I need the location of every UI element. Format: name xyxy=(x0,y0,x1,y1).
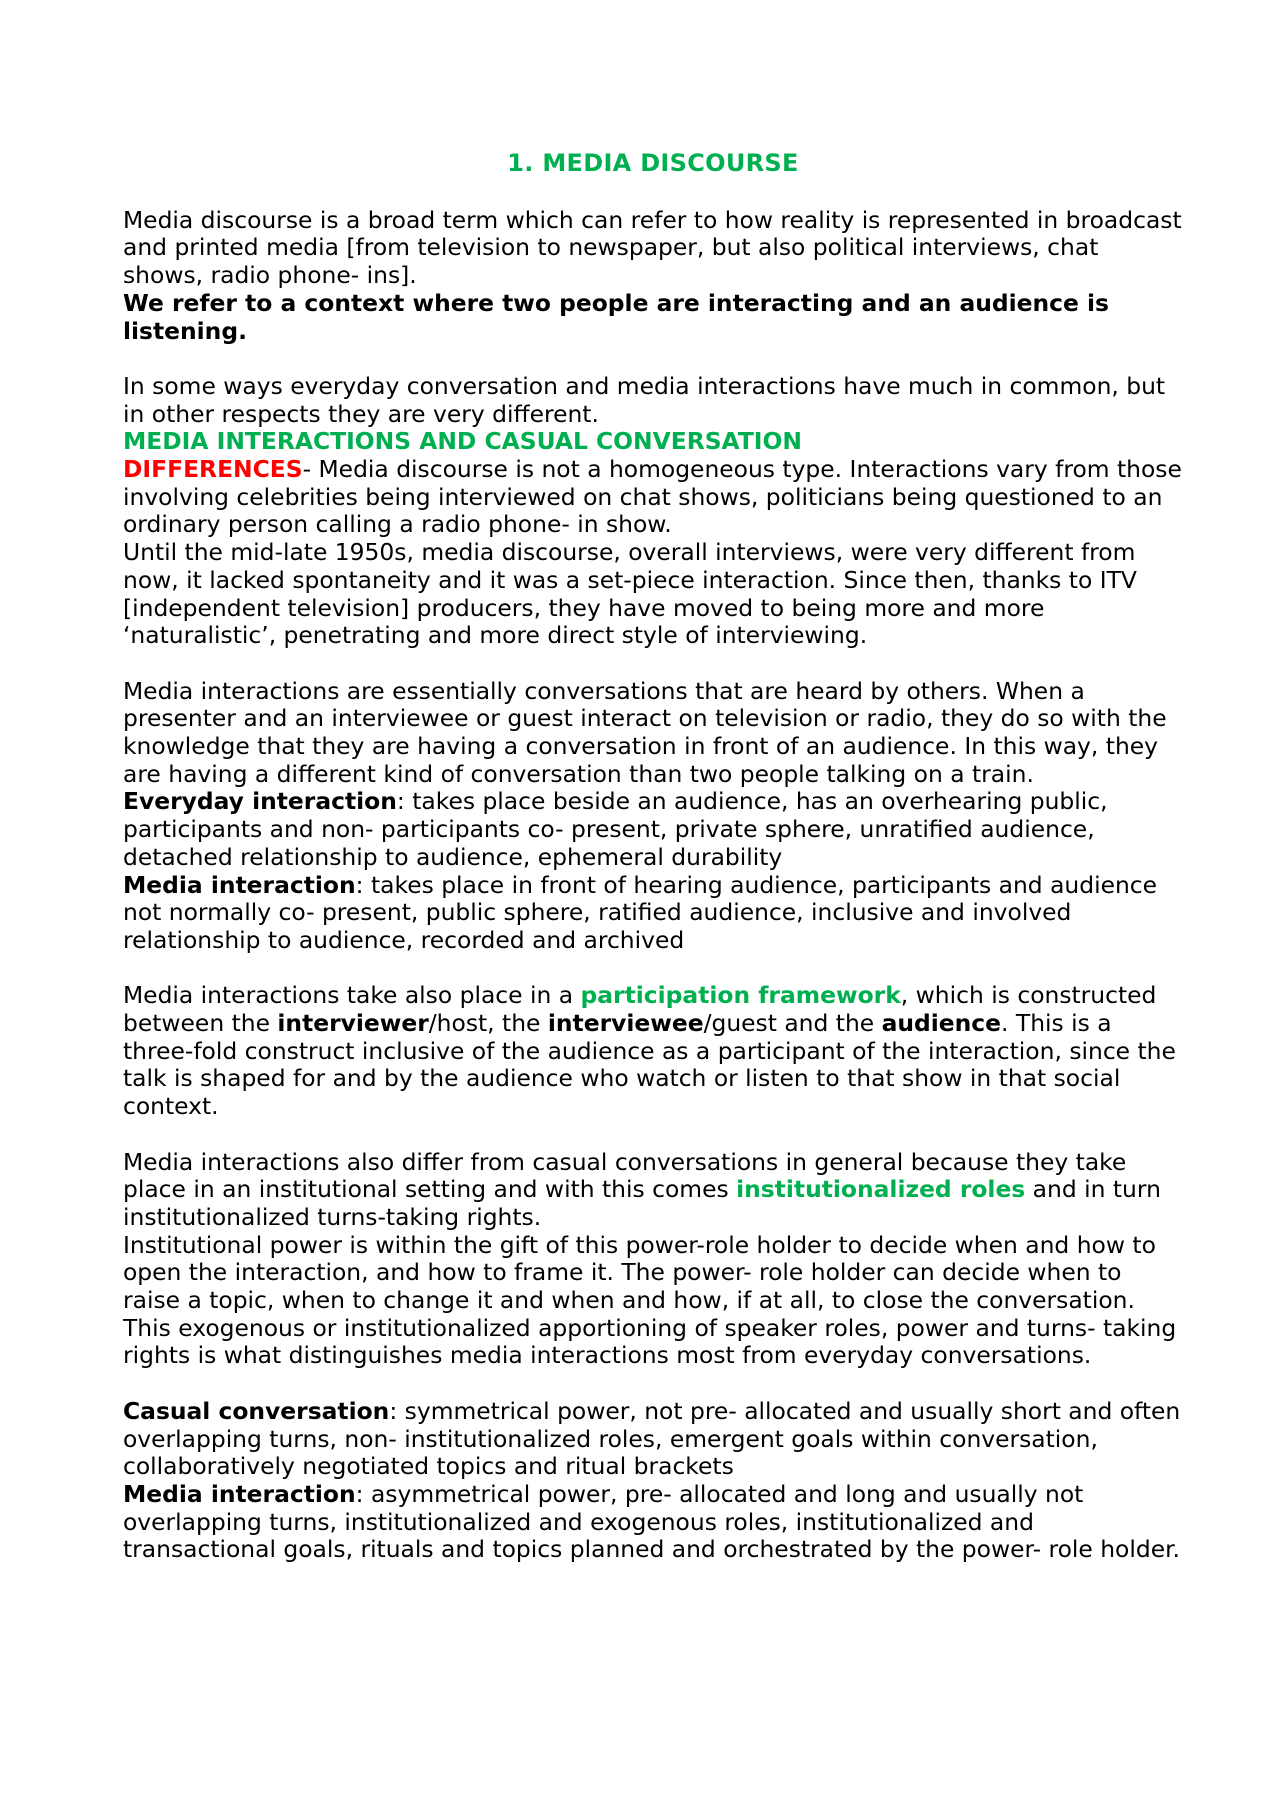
differences-paragraph xyxy=(123,456,1183,539)
document-title: 1. MEDIA DISCOURSE xyxy=(507,149,799,177)
institutional-text-2: and in turn institutionalized turns-taking rights. xyxy=(123,1175,1161,1231)
institutional-power-paragraph: Institutional power is within the gift of this power-role holder to decide when and how to open the interaction, and how to frame it. The power- role holder can decide when to raise a topic, when to change it and when and how, if at all, to close the conversation. This exogenous or institutionalized apportioning of speaker roles, power and turns- taking rights is what distinguishes media interactions most from everyday conversations. xyxy=(123,1230,1177,1370)
history-paragraph: Until the mid-late 1950s, media discourse, overall interviews, were very different from now, it lacked spontaneity and it was a set-piece interaction. Since then, thanks to ITV [independent television] producers, they have moved to being more and more ‘naturalistic’, penetrating and more direct style of interviewing. xyxy=(123,538,1137,650)
media-interaction-summary-text: : asymmetrical power, pre- allocated and long and usually not overlapping turns, institutionalized and exogenous roles, institutionalized and transactional goals, rituals and topics planned and orchestrated by the power- role holder. xyxy=(123,1479,1180,1564)
institutional-text-1: Media interactions also differ from casual conversations in general because they take place in an institutional setting and with this comes xyxy=(123,1147,1127,1204)
framework-text-4: /guest and the xyxy=(703,1009,882,1038)
casual-conversation-label: Casual conversation xyxy=(123,1396,390,1425)
section-heading-interactions: MEDIA INTERACTIONS AND CASUAL CONVERSATION xyxy=(123,427,802,456)
heard-by-others-paragraph: Media interactions are essentially conversations that are heard by others. When a presenter and an interviewee or guest interact on television or radio, they do so with the knowledge that they are having a conversation in front of an audience. In this way, they are having a different kind of conversation than two people talking on a train. xyxy=(123,676,1167,788)
casual-conversation-paragraph xyxy=(123,1398,1183,1481)
everyday-interaction-paragraph xyxy=(123,788,1183,871)
framework-text-1: Media interactions take also place in a xyxy=(123,981,581,1010)
intro-paragraph: Media discourse is a broad term which can refer to how reality is represented in broadcast and printed media [from television to newspaper, but also political interviews, chat shows, radio phone- ins]. xyxy=(123,205,1182,290)
participation-framework-paragraph xyxy=(123,982,1183,1121)
participation-framework-term: participation framework xyxy=(580,981,901,1010)
paragraph-gap xyxy=(123,1370,1183,1398)
framework-text-2: , which is constructed between the xyxy=(123,981,1157,1038)
comparison-paragraph: In some ways everyday conversation and media interactions have much in common, but in other respects they are very different. xyxy=(123,371,1166,428)
differences-text: - Media discourse is not a homogeneous type. Interactions vary from those involving celebrities being interviewed on chat shows, politicians being questioned to an ordinary person calling a radio phone- in show. xyxy=(123,455,1182,539)
differences-label: DIFFERENCES xyxy=(123,455,303,483)
paragraph-gap xyxy=(123,650,1183,678)
context-definition: We refer to a context where two people are interacting and an audience is listening. xyxy=(123,288,1109,345)
media-interaction-summary-paragraph xyxy=(123,1481,1183,1564)
media-interaction-summary-label: Media interaction xyxy=(123,1479,356,1508)
everyday-interaction-text: : takes place beside an audience, has an overhearing public, participants and non- participants co- present, private sphere, unratified audience, detached relationship to audience, ephemeral durability xyxy=(123,787,1108,871)
framework-text-5: . This is a three-fold construct inclusive of the audience as a participant of the interaction, since the talk is shaped for and by the audience who watch or listen to that show in that social context. xyxy=(123,1009,1176,1121)
audience-term: audience xyxy=(881,1009,1002,1038)
interviewer-term: interviewer xyxy=(277,1009,429,1038)
interviewee-term: interviewee xyxy=(547,1009,704,1038)
media-interaction-label: Media interaction xyxy=(123,870,356,899)
paragraph-gap xyxy=(123,955,1183,983)
framework-text-3: /host, the xyxy=(428,1009,548,1038)
casual-conversation-text: : symmetrical power, not pre- allocated and usually short and often overlapping turns, non- institutionalized roles, emergent goals within conversation, collaboratively negotiated topics and ritual brackets xyxy=(123,1396,1181,1481)
everyday-interaction-label: Everyday interaction xyxy=(123,787,397,816)
institutional-setting-paragraph xyxy=(123,1149,1183,1232)
institutionalized-roles-term: institutionalized roles xyxy=(736,1175,1026,1204)
paragraph-gap xyxy=(123,345,1183,373)
media-interaction-text: : takes place in front of hearing audience, participants and audience not normally co- present, public sphere, ratified audience, inclusive and involved relationship to audience, recorded and archived xyxy=(123,870,1158,954)
media-interaction-paragraph xyxy=(123,872,1183,955)
paragraph-gap xyxy=(123,1121,1183,1149)
document-page xyxy=(123,150,1183,1564)
